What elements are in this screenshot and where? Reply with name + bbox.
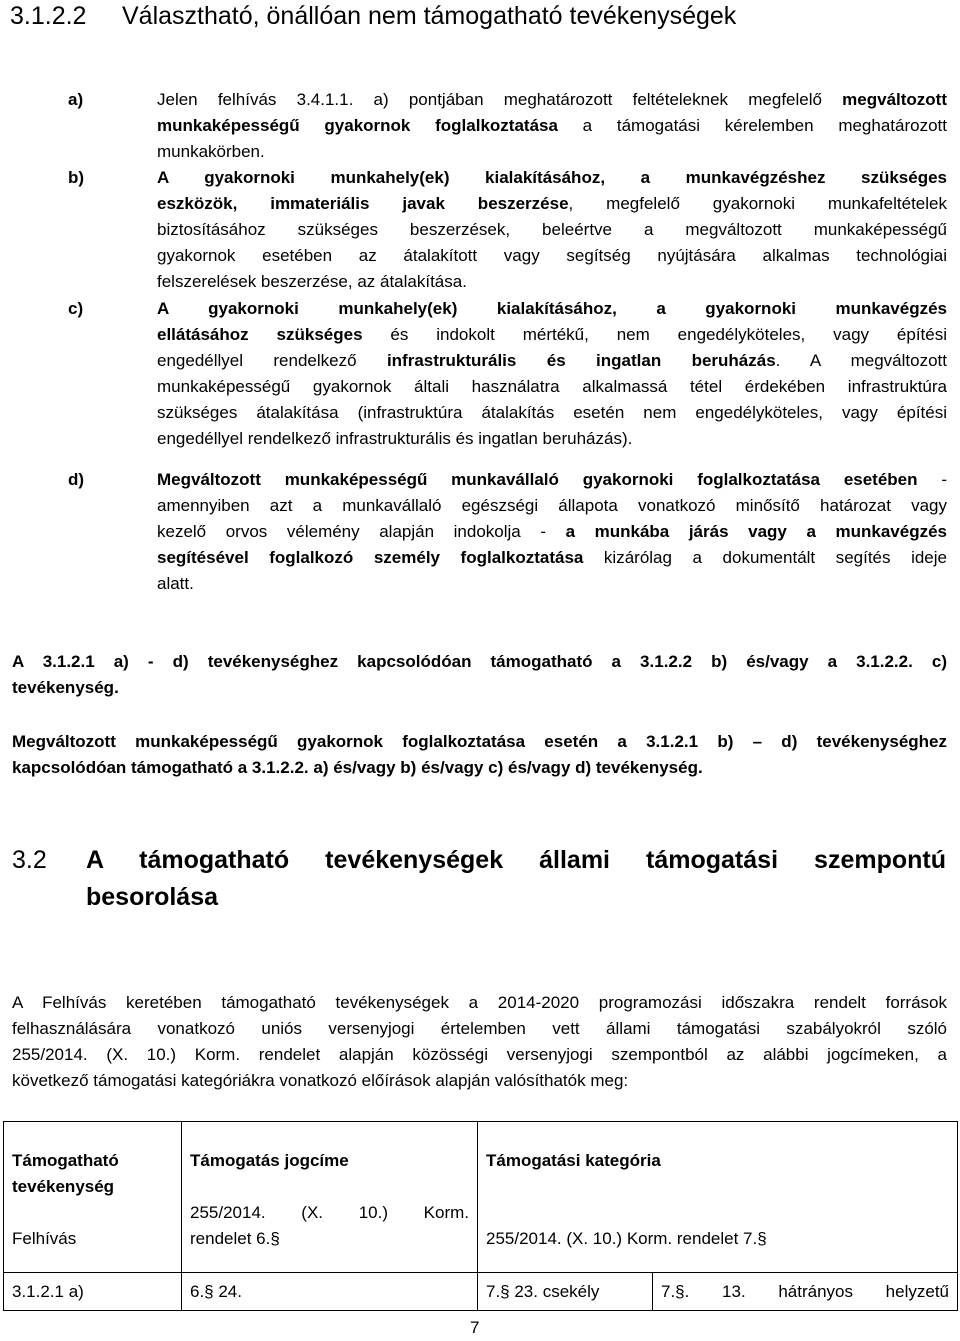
list-text (157, 467, 947, 597)
list-line (157, 519, 947, 545)
section-number: 3.2 (12, 846, 47, 874)
text-run: amennyiben azt a munkavállaló egészségi állapota vonatkozó minősítő határozat vagy (157, 496, 947, 515)
section-title (86, 842, 946, 916)
list-letter: a) (68, 90, 84, 109)
text-run: , megfelelő gyakornoki munkafeltételek (568, 194, 947, 213)
cell-text: 7.§. 13. hátrányos helyzetű (661, 1282, 949, 1301)
text-run: gyakornok esetében az átalakított vagy segítség nyújtására alkalmas technológiai (157, 246, 947, 265)
header-line: Támogatható (12, 1151, 119, 1170)
intro-line: 255/2014. (X. 10.) Korm. rendelet alapján közösségi versenyjogi szempontból az alábbi jogcímeken, a (12, 1045, 947, 1064)
intro-line: következő támogatási kategóriákra vonatkozó előírások alapján valósíthatók meg: (12, 1071, 629, 1090)
note-line: tevékenység. (12, 678, 119, 697)
section-number: 3.1.2.2 (10, 2, 87, 30)
section-heading (10, 0, 736, 32)
list-line (157, 269, 947, 295)
text-run: biztosításához szükséges beszerzések, beleértve a megváltozott munkaképességű (157, 220, 947, 239)
text-run: Jelen felhívás 3.4.1.1. a) pontjában meghatározott feltételeknek megfelelő (157, 90, 843, 109)
header-value: rendelet 6.§ (190, 1229, 280, 1248)
text-run: a támogatási kérelemben meghatározott (557, 116, 947, 135)
header-value: 255/2014. (X. 10.) Korm. rendelet 7.§ (486, 1229, 767, 1248)
text-run: engedéllyel rendelkező (157, 351, 387, 370)
header-cell-activity (4, 1122, 182, 1273)
header-line: Felhívás (12, 1229, 77, 1248)
header-title: Támogatási kategória (486, 1151, 661, 1170)
list-line (157, 400, 947, 426)
bold-run: megváltozott (842, 90, 947, 109)
note-paragraph-1 (12, 649, 947, 701)
bold-run: a munkába járás vagy a munkavégzés (565, 522, 947, 541)
text-run: kizárólag a dokumentált segítés ideje (583, 548, 947, 567)
list-letter: b) (68, 168, 85, 187)
table-cell: 7.§ 23. csekély (478, 1273, 653, 1311)
list-line (157, 322, 947, 348)
list-text (157, 296, 947, 452)
note-line: kapcsolódóan támogatható a 3.1.2.2. a) és/vagy b) és/vagy c) és/vagy d) tevékenység. (12, 758, 703, 777)
list-letter: d) (68, 470, 85, 489)
list-line (157, 426, 947, 452)
text-run: felszerelések beszerzése, az átalakítása. (157, 272, 467, 291)
note-line: Megváltozott munkaképességű gyakornok foglalkoztatása esetén a 3.1.2.1 b) – d) tevékenységhez (12, 732, 947, 751)
section-title: Választható, önállóan nem támogatható tevékenységek (122, 2, 737, 30)
header-cell-legal-basis (182, 1122, 478, 1273)
section-title-line: besorolása (86, 883, 219, 911)
text-run: . A megváltozott (775, 351, 947, 370)
note-line: A 3.1.2.1 a) - d) tevékenységhez kapcsolódóan támogatható a 3.1.2.2 b) és/vagy a 3.1.2.2. c) (12, 652, 947, 671)
text-run: kezelő orvos vélemény alapján indokolja - (157, 522, 566, 541)
bold-run: A gyakornoki munkahely(ek) kialakításához, a munkavégzéshez szükséges (157, 168, 947, 187)
text-run: - (917, 470, 948, 489)
text-run: és indokolt mértékű, nem engedélyköteles, vagy építési (362, 325, 947, 344)
text-run: alatt. (157, 574, 194, 593)
text-run: munkaképességű gyakornok általi használatra alkalmassá tétel érdekében infrastruktúra (157, 377, 947, 396)
list-line (157, 113, 947, 139)
text-run: szükséges átalakítása (infrastruktúra átalakítás esetén nem engedélyköteles, vagy építési (157, 403, 947, 422)
list-line (157, 348, 947, 374)
list-letter: c) (68, 299, 84, 318)
list-line (157, 545, 947, 571)
bold-run: eszközök, immateriális javak beszerzése (157, 194, 569, 213)
bold-run: infrastrukturális és ingatlan beruházás (386, 351, 776, 370)
bold-run: A gyakornoki munkahely(ek) kialakításához, a gyakornoki munkavégzés (157, 299, 947, 318)
support-table (3, 1121, 958, 1311)
table-header-row (4, 1122, 958, 1273)
list-text (157, 87, 947, 165)
header-cell-category (478, 1122, 958, 1273)
bold-run: segítésével foglalkozó személy foglalkoztatása (157, 548, 584, 567)
text-run: munkakörben. (157, 142, 265, 161)
bold-run: Megváltozott munkaképességű munkavállaló gyakornoki foglalkoztatása esetében (157, 470, 918, 489)
list-text (157, 165, 947, 295)
list-line (157, 87, 947, 113)
text-run: engedéllyel rendelkező infrastrukturális és ingatlan beruházás). (157, 429, 633, 448)
bold-run: ellátásához szükséges (157, 325, 363, 344)
list-line (157, 243, 947, 269)
bold-run: munkaképességű gyakornok foglalkoztatása (157, 116, 558, 135)
list-line (157, 571, 947, 597)
intro-paragraph (12, 990, 947, 1094)
list-line (157, 191, 947, 217)
header-value: 255/2014. (X. 10.) Korm. (190, 1203, 469, 1222)
list-line (157, 139, 947, 165)
intro-line: A Felhívás keretében támogatható tevékenységek a 2014-2020 programozási időszakra rendelt források (12, 993, 947, 1012)
table-row (4, 1273, 958, 1311)
list-line (157, 165, 947, 191)
list-line (157, 467, 947, 493)
header-title: Támogatás jogcíme (190, 1151, 349, 1170)
table-cell (653, 1273, 958, 1311)
intro-line: felhasználására vonatkozó uniós versenyjogi értelemben vett állami támogatási szabályokról szóló (12, 1019, 947, 1038)
header-line: tevékenység (12, 1177, 115, 1196)
table-cell: 3.1.2.1 a) (4, 1273, 182, 1311)
note-paragraph-2 (12, 729, 947, 781)
section-title-line: A támogatható tevékenységek állami támogatási szempontú (86, 846, 946, 874)
list-line (157, 296, 947, 322)
table-cell: 6.§ 24. (182, 1273, 478, 1311)
list-line (157, 493, 947, 519)
list-line (157, 374, 947, 400)
list-line (157, 217, 947, 243)
page-number: 7 (470, 1318, 480, 1337)
